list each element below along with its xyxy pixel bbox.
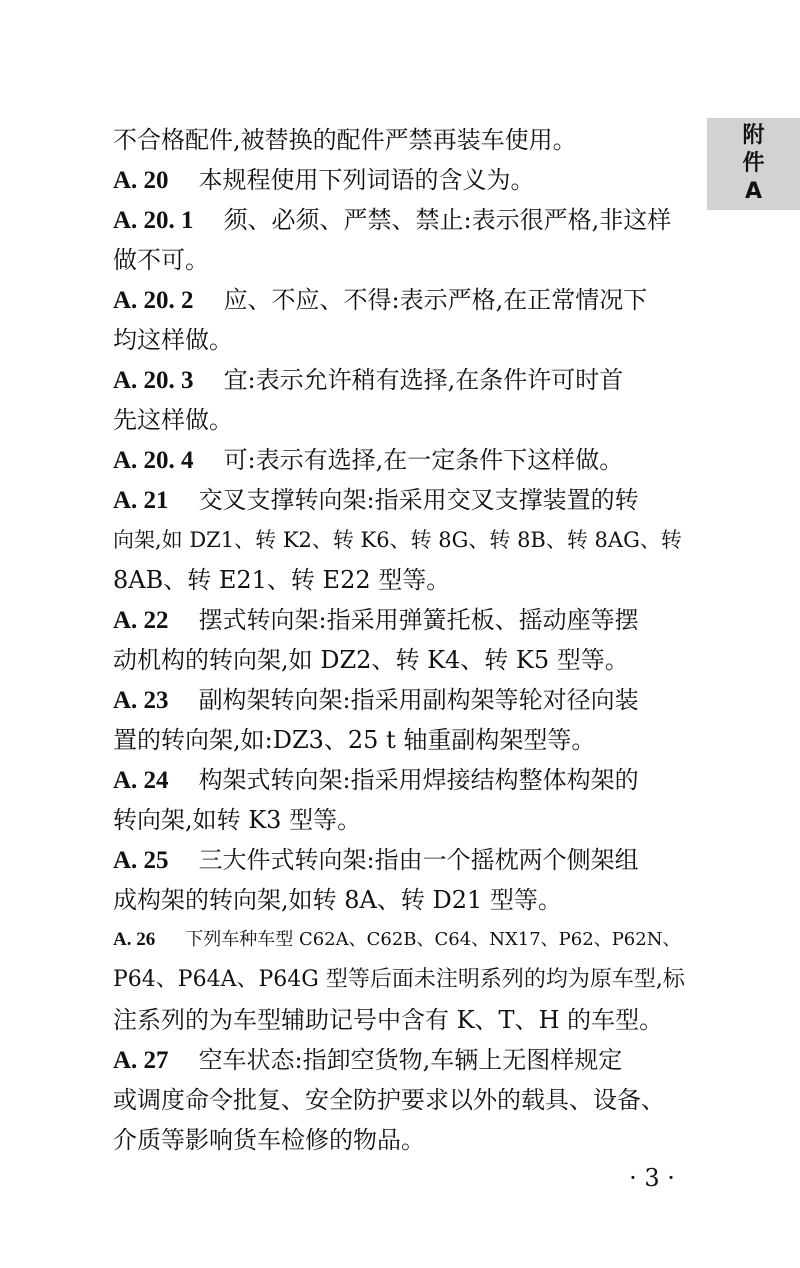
clause-line: A. 20. 1 须、必须、严禁、禁止:表示很严格,非这样 xyxy=(113,206,672,234)
text-line: 动机构的转向架,如 DZ2、转 K4、转 K5 型等。 xyxy=(113,646,629,674)
appendix-tab-char-2: 件 xyxy=(742,151,765,176)
appendix-tab-letter: A xyxy=(744,179,763,204)
text-line: P64、P64A、P64G 型等后面未注明系列的均为原车型,标 xyxy=(113,967,685,992)
clause-line: A. 22 摆式转向架:指采用弹簧托板、摇动座等摆 xyxy=(113,606,639,634)
clause-line: A. 24 构架式转向架:指采用焊接结构整体构架的 xyxy=(113,766,639,794)
page-number: · 3 · xyxy=(629,1164,675,1192)
text-line: 不合格配件,被替换的配件严禁再装车使用。 xyxy=(113,126,577,154)
clause-number: A. 20. 2 xyxy=(113,287,194,314)
clause-number: A. 20. 3 xyxy=(113,367,194,394)
clause-number: A. 20 xyxy=(113,167,169,194)
text-line: 转向架,如转 K3 型等。 xyxy=(113,806,362,834)
clause-line: A. 20. 2 应、不应、不得:表示严格,在正常情况下 xyxy=(113,286,648,314)
appendix-tab xyxy=(707,118,800,210)
text-line: 介质等影响货车检修的物品。 xyxy=(113,1126,425,1154)
clause-number: A. 26 xyxy=(113,929,156,950)
text-line: 向架,如 DZ1、转 K2、转 K6、转 8G、转 8B、转 8AG、转 xyxy=(113,528,682,552)
text-line: 置的转向架,如:DZ3、25 t 轴重副构架型等。 xyxy=(113,726,596,754)
text-line: 先这样做。 xyxy=(113,406,233,434)
clause-number: A. 20. 1 xyxy=(113,207,194,234)
text-line: 成构架的转向架,如转 8A、转 D21 型等。 xyxy=(113,886,562,914)
clause-line: A. 20. 4 可:表示有选择,在一定条件下这样做。 xyxy=(113,446,624,474)
clause-number: A. 20. 4 xyxy=(113,447,194,474)
clause-line: A. 20. 3 宜:表示允许稍有选择,在条件许可时首 xyxy=(113,366,624,394)
clause-line: A. 27 空车状态:指卸空货物,车辆上无图样规定 xyxy=(113,1046,623,1074)
clause-line: A. 25 三大件式转向架:指由一个摇枕两个侧架组 xyxy=(113,846,639,874)
clause-number: A. 24 xyxy=(113,767,169,794)
text-line: 均这样做。 xyxy=(113,326,233,354)
clause-number: A. 23 xyxy=(113,687,169,714)
clause-line: A. 20 本规程使用下列词语的含义为。 xyxy=(113,166,535,194)
clause-number: A. 25 xyxy=(113,847,169,874)
text-line: 注系列的为车型辅助记号中含有 K、T、H 的车型。 xyxy=(113,1006,664,1034)
clause-line: A. 26 下列车种车型 C62A、C62B、C64、NX17、P62、P62N、 xyxy=(113,929,681,950)
clause-number: A. 27 xyxy=(113,1047,169,1074)
appendix-tab-char-1: 附 xyxy=(742,123,765,148)
clause-line: A. 21 交叉支撑转向架:指采用交叉支撑装置的转 xyxy=(113,486,639,514)
clause-line: A. 23 副构架转向架:指采用副构架等轮对径向装 xyxy=(113,686,639,714)
text-line: 做不可。 xyxy=(113,246,209,274)
clause-number: A. 21 xyxy=(113,487,169,514)
text-line: 或调度命令批复、安全防护要求以外的载具、设备、 xyxy=(113,1086,665,1114)
text-line: 8AB、转 E21、转 E22 型等。 xyxy=(113,566,451,594)
clause-number: A. 22 xyxy=(113,607,169,634)
